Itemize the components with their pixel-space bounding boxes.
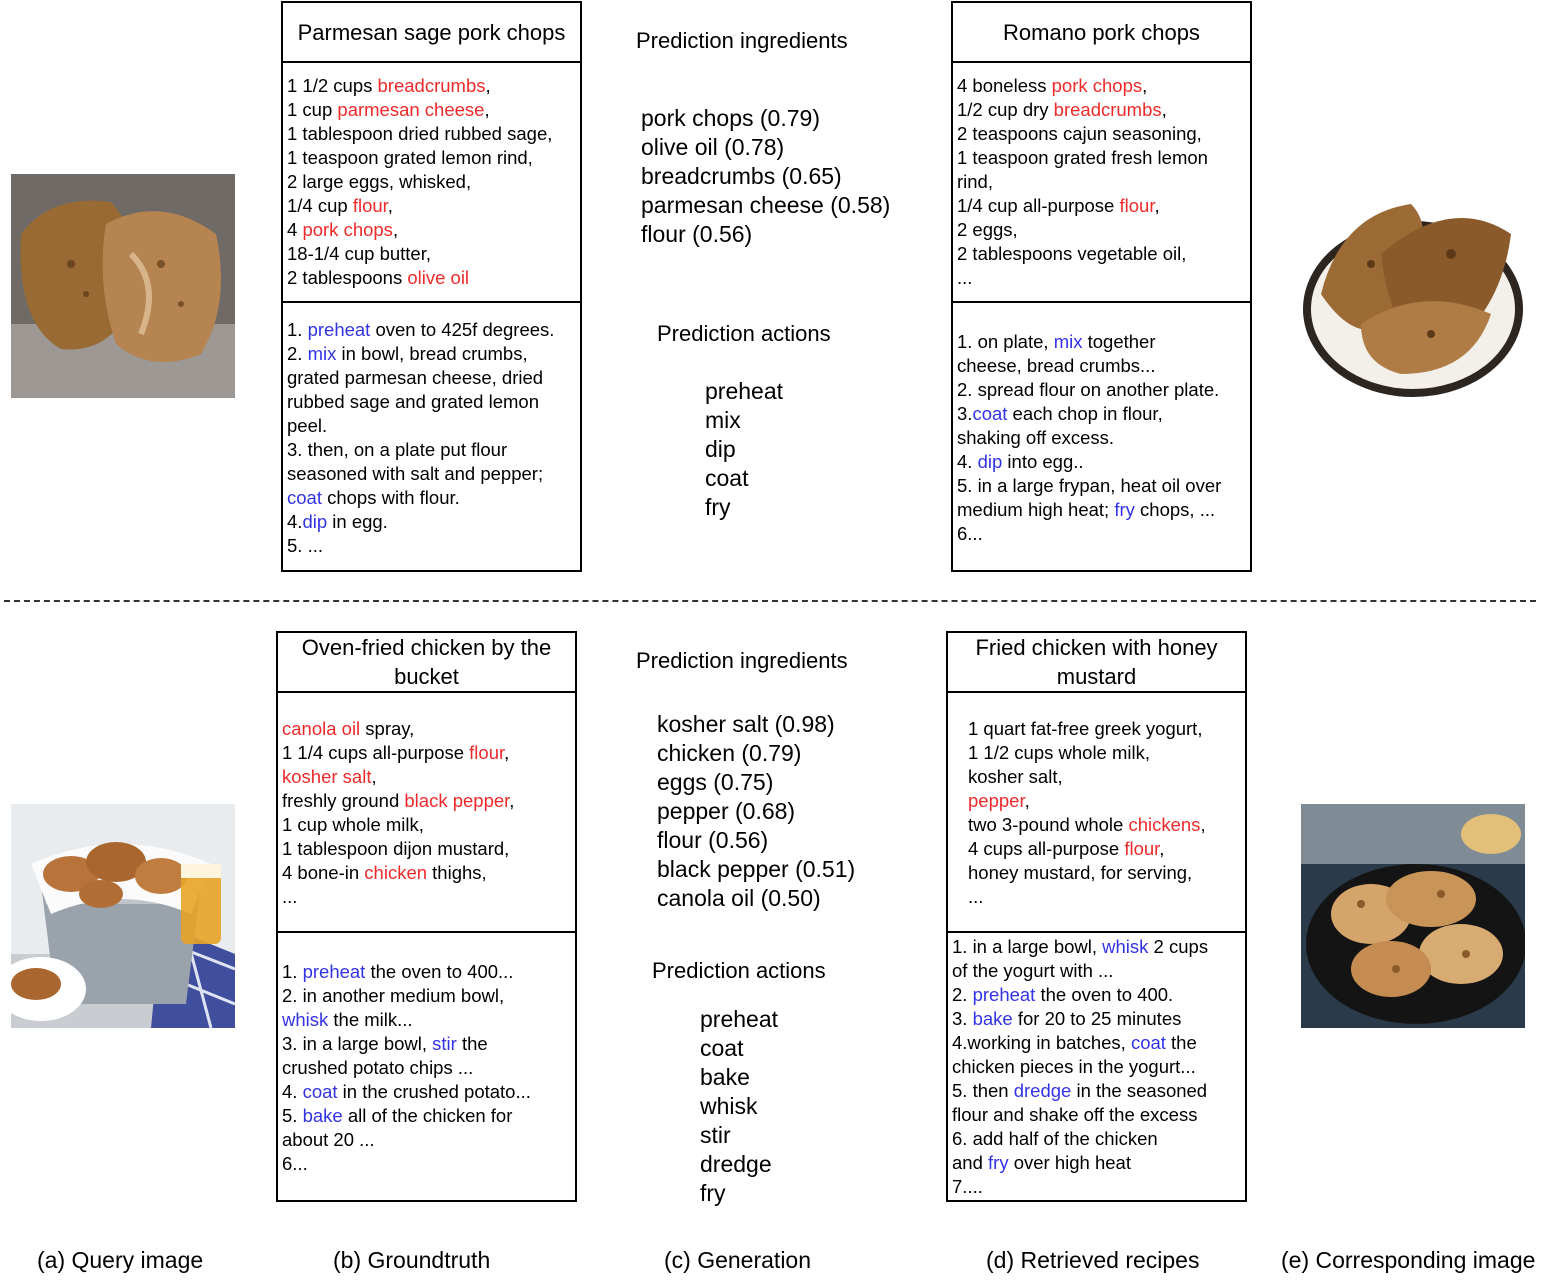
prediction-item: stir [700,1122,731,1148]
prediction-ingredients-heading: Prediction ingredients [636,28,848,53]
prediction-item: flour (0.56) [657,827,769,853]
text-line [952,1079,1241,1103]
text-line [957,498,1246,522]
ingredient-highlight: kosher salt [282,766,372,787]
text-segment: all of the chicken for [342,1105,513,1126]
text-segment: cheese, bread crumbs... [957,355,1156,376]
text-line [952,935,1241,959]
text-line [287,74,576,98]
prediction-item: parmesan cheese (0.58) [641,192,891,218]
ingredient-highlight: flour [1119,195,1155,216]
text-segment: the [456,1033,488,1054]
prediction-item: pepper (0.68) [657,798,796,824]
text-line [287,390,576,414]
text-segment: each chop in flour, [1007,403,1163,424]
ingredient-list [278,693,575,933]
text-line [952,1031,1241,1055]
text-segment: , [371,766,377,787]
action-highlight: stir [432,1033,457,1054]
text-segment: rubbed sage and grated lemon [287,391,539,412]
text-segment: 4. [282,1081,303,1102]
text-segment: 1. [287,319,308,340]
text-segment: 1/2 cup dry [957,99,1054,120]
action-highlight: preheat [302,961,366,982]
prediction-item: black pepper (0.51) [657,856,856,882]
text-segment: about 20 ... [282,1129,375,1150]
text-segment: thighs, [427,862,487,883]
ingredient-highlight: olive oil [407,267,470,288]
text-segment: oven to 425f degrees. [370,319,555,340]
text-line [282,885,571,909]
text-line [282,960,571,984]
text-line [287,146,576,170]
text-segment: two 3-pound whole [968,814,1129,835]
text-line [287,342,576,366]
text-line [282,1152,571,1176]
text-segment: the [1165,1032,1197,1053]
action-highlight: dredge [1013,1080,1072,1101]
text-segment: ... [957,267,973,288]
text-line [957,218,1246,242]
action-highlight: coat [302,1081,338,1102]
text-segment: 2 teaspoons cajun seasoning, [957,123,1202,144]
text-line [952,1175,1241,1199]
text-segment: , [1161,99,1167,120]
text-segment: in the seasoned [1071,1080,1208,1101]
prediction-item: preheat [705,378,784,404]
query-image-fried-chicken [11,804,235,1028]
text-segment: kosher salt, [968,766,1063,787]
text-line [287,414,576,438]
action-highlight: bake [972,1008,1013,1029]
text-segment: 1 teaspoon grated fresh lemon [957,147,1208,168]
text-line [282,861,571,885]
text-segment: 3. [952,1008,973,1029]
prediction-actions-heading: Prediction actions [657,321,831,346]
text-segment: 2 tablespoons [287,267,408,288]
prediction-item: dredge [700,1151,772,1177]
text-line [287,242,576,266]
text-segment: , [485,75,491,96]
retrieved-recipe-card-2 [946,631,1247,1202]
text-segment: chicken pieces in the yogurt... [952,1056,1196,1077]
ingredient-highlight: pepper [968,790,1025,811]
text-segment: 6... [282,1153,308,1174]
text-line [952,1127,1241,1151]
ingredient-highlight: pork chops [302,219,393,240]
text-line [957,266,1246,290]
text-line [957,378,1246,402]
text-segment: shaking off excess. [957,427,1114,448]
ingredient-highlight: pork chops [1051,75,1143,96]
text-line [968,741,1241,765]
caption-query-image: (a) Query image [37,1247,204,1273]
text-segment: 4 bone-in [282,862,365,883]
text-segment: crushed potato chips ... [282,1057,474,1078]
row-divider [4,600,1536,602]
ingredient-highlight: breadcrumbs [377,75,486,96]
recipe-title: Fried chicken with honey mustard [948,633,1245,693]
ingredient-highlight: flour [469,742,505,763]
text-segment: 1 tablespoon dijon mustard, [282,838,510,859]
text-line [282,1008,571,1032]
text-segment: 18-1/4 cup butter, [287,243,431,264]
text-segment: 1 teaspoon grated lemon rind, [287,147,533,168]
predicted-action-list [700,1005,778,1208]
text-segment: , [1024,790,1030,811]
prediction-item: coat [705,465,749,491]
caption-retrieved-recipes: (d) Retrieved recipes [986,1247,1200,1273]
text-line [957,74,1246,98]
text-segment: peel. [287,415,328,436]
text-segment: 1. in a large bowl, [952,936,1103,957]
action-highlight: fry [988,1152,1009,1173]
prediction-item: eggs (0.75) [657,769,774,795]
text-segment: freshly ground [282,790,405,811]
action-highlight: preheat [307,319,371,340]
text-segment: , [1142,75,1148,96]
text-segment: in bowl, bread crumbs, [336,343,528,364]
prediction-item: bake [700,1064,750,1090]
text-line [287,486,576,510]
text-line [957,194,1246,218]
query-image-pork-chops [11,174,235,398]
text-line [287,462,576,486]
action-highlight: dip [302,511,328,532]
text-line [968,765,1241,789]
text-line [282,1032,571,1056]
text-segment: 2 cups [1148,936,1209,957]
action-highlight: fry [1114,499,1135,520]
text-line [952,1007,1241,1031]
text-line [968,861,1241,885]
text-line [287,366,576,390]
text-segment: , [392,219,399,240]
groundtruth-recipe-card-1 [281,1,582,572]
predicted-ingredient-list [641,104,890,249]
ingredient-highlight: chicken [364,862,428,883]
prediction-item: canola oil (0.50) [657,885,821,911]
prediction-item: chicken (0.79) [657,740,802,766]
text-line [287,122,576,146]
instruction-list [283,303,580,570]
text-segment: the milk... [328,1009,413,1030]
text-line [952,1055,1241,1079]
text-segment: 4 cups all-purpose [968,838,1125,859]
text-segment: 3. then, on a plate put flour [287,439,508,460]
ingredient-highlight: black pepper [404,790,510,811]
text-line [952,1103,1241,1127]
text-segment: 2. [287,343,308,364]
text-segment: seasoned with salt and pepper; [287,463,544,484]
text-line [282,1080,571,1104]
text-segment: 4.working in batches, [952,1032,1131,1053]
text-line [287,170,576,194]
text-segment: 5. ... [287,535,323,556]
text-segment: spray, [360,718,415,739]
text-line [287,266,576,290]
text-segment: flour and shake off the excess [952,1104,1198,1125]
text-line [957,330,1246,354]
action-highlight: mix [307,343,337,364]
text-segment: , [1154,195,1160,216]
caption-generation: (c) Generation [664,1247,812,1273]
action-highlight: bake [302,1105,343,1126]
corresponding-image-fried-chicken [1301,804,1525,1028]
text-segment: chops, ... [1134,499,1216,520]
action-highlight: coat [287,487,322,508]
text-segment: 1/4 cup [287,195,353,216]
ingredient-highlight: chickens [1128,814,1201,835]
text-segment: the oven to 400... [365,961,514,982]
text-line [282,1104,571,1128]
text-line [287,98,576,122]
recipe-title: Romano pork chops [953,3,1250,63]
text-line [282,1056,571,1080]
text-line [287,510,576,534]
ingredient-highlight: canola oil [282,718,361,739]
action-highlight: mix [1053,331,1083,352]
text-line [287,218,576,242]
prediction-item: fry [705,494,731,520]
text-segment: into egg.. [1002,451,1084,472]
text-line [287,534,576,558]
instruction-list [953,303,1250,570]
ingredient-list [953,63,1250,303]
text-segment: and [952,1152,989,1173]
corresponding-image-pork-chops [1301,174,1525,398]
text-line [957,122,1246,146]
text-segment: 2 eggs, [957,219,1018,240]
text-line [957,242,1246,266]
text-segment: 1. [282,961,303,982]
action-highlight: coat [1130,1032,1166,1053]
prediction-item: preheat [700,1006,779,1032]
text-segment: 1 1/2 cups [287,75,378,96]
text-line [957,354,1246,378]
text-segment: 1 cup [287,99,338,120]
text-segment: , [1159,838,1165,859]
caption-groundtruth: (b) Groundtruth [333,1247,491,1273]
ingredient-highlight: breadcrumbs [1053,99,1162,120]
caption-corresponding-image: (e) Corresponding image [1281,1247,1536,1273]
prediction-actions-heading: Prediction actions [652,958,826,983]
action-highlight: preheat [972,984,1036,1005]
text-segment: 3. [957,403,973,424]
recipe-title: Oven-fried chicken by the bucket [278,633,575,693]
prediction-item: coat [700,1035,744,1061]
text-segment: 1 1/2 cups whole milk, [968,742,1151,763]
text-line [282,837,571,861]
text-line [282,813,571,837]
predicted-ingredient-list [657,710,855,913]
text-line [968,717,1241,741]
text-segment: , [387,195,393,216]
text-segment: 5. [282,1105,303,1126]
text-segment: for 20 to 25 minutes [1012,1008,1182,1029]
text-segment: 2 large eggs, whisked, [287,171,472,192]
text-line [282,765,571,789]
text-segment: ... [282,886,298,907]
text-segment: 1 cup whole milk, [282,814,424,835]
text-line [957,98,1246,122]
ingredient-highlight: parmesan cheese [337,99,485,120]
text-segment: 2. spread flour on another plate. [957,379,1220,400]
text-line [957,474,1246,498]
prediction-item: pork chops (0.79) [641,105,820,131]
instruction-list [948,933,1245,1200]
groundtruth-recipe-card-2 [276,631,577,1202]
text-segment: in egg. [327,511,388,532]
ingredient-highlight: flour [1124,838,1160,859]
text-segment: rind, [957,171,993,192]
text-segment: ... [968,886,984,907]
text-line [287,194,576,218]
retrieved-recipe-card-1 [951,1,1252,572]
text-segment: , [504,742,510,763]
text-line [952,959,1241,983]
action-highlight: coat [972,403,1008,424]
text-segment: 7.... [952,1176,983,1197]
text-line [968,837,1241,861]
ingredient-list [948,693,1245,933]
text-line [968,885,1241,909]
text-segment: medium high heat; [957,499,1115,520]
ingredient-list [283,63,580,303]
text-segment: 1 tablespoon dried rubbed sage, [287,123,553,144]
prediction-item: dip [705,436,736,462]
text-segment: 1 1/4 cups all-purpose [282,742,470,763]
text-line [952,983,1241,1007]
text-segment: 6. add half of the chicken [952,1128,1158,1149]
action-highlight: dip [977,451,1003,472]
text-segment: 1. on plate, [957,331,1054,352]
text-segment: 1 quart fat-free greek yogurt, [968,718,1203,739]
action-highlight: whisk [282,1009,329,1030]
prediction-item: mix [705,407,741,433]
text-segment: 6... [957,523,983,544]
predicted-action-list [705,377,783,522]
text-segment: 4 [287,219,303,240]
prediction-ingredients-heading: Prediction ingredients [636,648,848,673]
ingredient-highlight: flour [352,195,388,216]
prediction-item: flour (0.56) [641,221,753,247]
text-line [957,402,1246,426]
text-line [282,789,571,813]
text-segment: , [1200,814,1206,835]
text-segment: 4. [287,511,303,532]
text-segment: 3. in a large bowl, [282,1033,433,1054]
text-line [282,984,571,1008]
text-segment: 5. then [952,1080,1014,1101]
prediction-item: kosher salt (0.98) [657,711,835,737]
text-line [957,450,1246,474]
text-segment: over high heat [1008,1152,1131,1173]
text-segment: 2. in another medium bowl, [282,985,505,1006]
text-line [287,438,576,462]
text-line [282,1128,571,1152]
text-segment: 2 tablespoons vegetable oil, [957,243,1187,264]
text-segment: , [484,99,490,120]
text-segment: 4 boneless [957,75,1052,96]
text-line [287,318,576,342]
text-segment: 1/4 cup all-purpose [957,195,1120,216]
text-segment: the oven to 400. [1035,984,1174,1005]
text-segment: , [509,790,515,811]
prediction-item: whisk [700,1093,758,1119]
text-line [968,789,1241,813]
text-line [957,146,1246,170]
text-segment: 5. in a large frypan, heat oil over [957,475,1222,496]
text-segment: 4. [957,451,978,472]
text-line [968,813,1241,837]
recipe-title: Parmesan sage pork chops [283,3,580,63]
text-line [282,717,571,741]
text-segment: honey mustard, for serving, [968,862,1193,883]
text-segment: chops with flour. [321,487,460,508]
text-line [957,426,1246,450]
text-line [957,170,1246,194]
action-highlight: whisk [1102,936,1149,957]
prediction-item: fry [700,1180,726,1206]
text-line [957,522,1246,546]
text-segment: grated parmesan cheese, dried [287,367,544,388]
text-line [282,741,571,765]
text-segment: 2. [952,984,973,1005]
text-segment: of the yogurt with ... [952,960,1114,981]
instruction-list [278,933,575,1200]
text-segment: in the crushed potato... [337,1081,531,1102]
prediction-item: olive oil (0.78) [641,134,785,160]
text-line [952,1151,1241,1175]
prediction-item: breadcrumbs (0.65) [641,163,842,189]
text-segment: together [1082,331,1156,352]
